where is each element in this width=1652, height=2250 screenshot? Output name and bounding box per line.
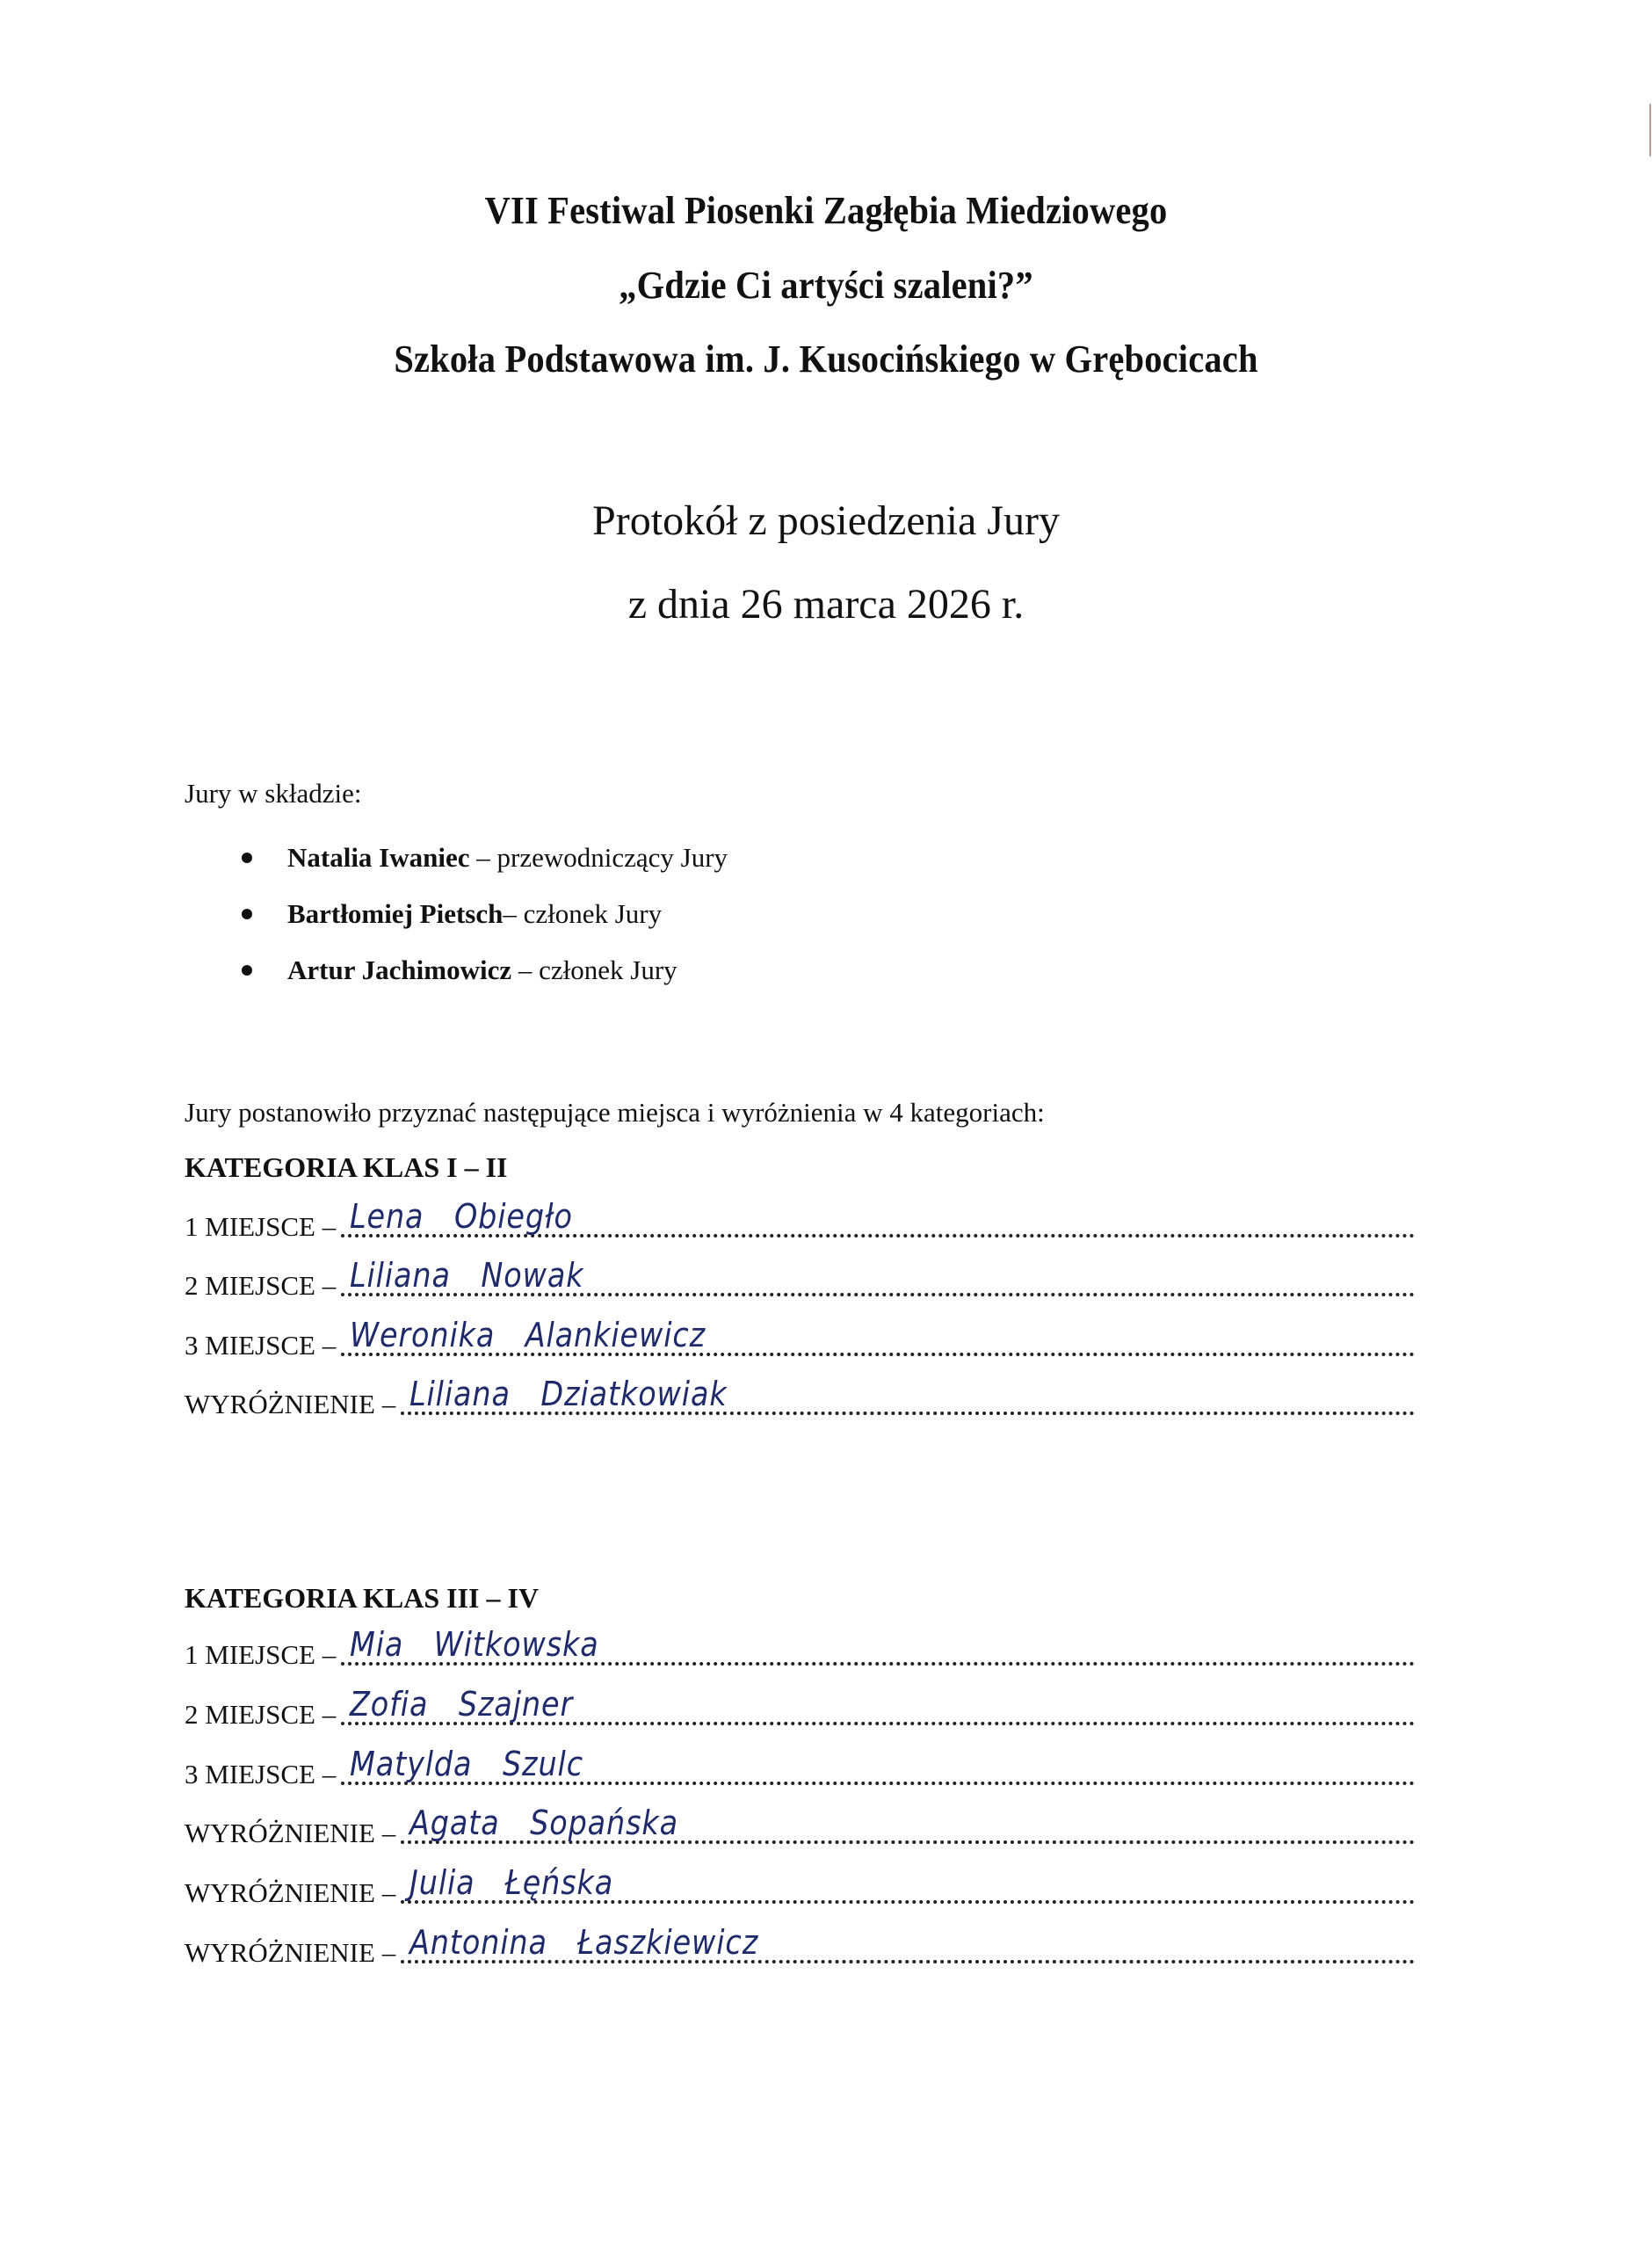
winner-name: Matylda Szulc: [350, 1745, 584, 1783]
award-label: WYRÓŻNIENIE –: [185, 1818, 396, 1848]
festival-motto: „Gdzie Ci artyści szaleni?”: [619, 264, 1033, 307]
jury-member-name: Natalia Iwaniec: [287, 842, 470, 873]
winner-name: Lena Obiegło: [350, 1197, 574, 1236]
award-row: [185, 1804, 1415, 1849]
winner-name: Mia Witkowska: [350, 1625, 599, 1664]
award-row: [185, 1375, 1415, 1420]
award-label: 1 MIEJSCE –: [185, 1639, 337, 1670]
winner-name: Zofia Szajner: [350, 1685, 574, 1724]
award-label: WYRÓŻNIENIE –: [185, 1937, 396, 1968]
category-title: KATEGORIA KLAS I – II: [185, 1151, 508, 1183]
bullet-icon: [242, 965, 252, 976]
festival-title: VII Festiwal Piosenki Zagłębia Miedziowego: [484, 189, 1168, 232]
winner-name: Weronika Alankiewicz: [350, 1316, 706, 1354]
winner-name: Agata Sopańska: [409, 1804, 679, 1842]
award-label: WYRÓŻNIENIE –: [185, 1389, 396, 1419]
decision-text: Jury postanowiło przyznać następujące miejsca i wyróżnienia w 4 kategoriach:: [185, 1097, 1045, 1128]
jury-member: [242, 954, 677, 986]
award-label: 3 MIEJSCE –: [185, 1759, 337, 1789]
award-row: [185, 1923, 1415, 1969]
award-row: [185, 1685, 1415, 1731]
jury-intro: Jury w składzie:: [185, 778, 362, 809]
category-title: KATEGORIA KLAS III – IV: [185, 1582, 540, 1614]
award-row: [185, 1863, 1415, 1909]
jury-member-role: – członek Jury: [503, 898, 663, 929]
jury-member: [242, 842, 728, 874]
award-row: [185, 1625, 1415, 1671]
winner-name: Julia Łęńska: [409, 1863, 614, 1902]
protocol-date: z dnia 26 marca 2026 r.: [627, 581, 1025, 628]
protocol-title: Protokół z posiedzenia Jury: [592, 497, 1060, 544]
winner-name: Liliana Dziatkowiak: [409, 1375, 728, 1413]
school-name: Szkoła Podstawowa im. J. Kusocińskiego w Grębocicach: [394, 338, 1258, 381]
jury-member-role: – przewodniczący Jury: [469, 842, 728, 873]
award-label: 2 MIEJSCE –: [185, 1699, 337, 1730]
award-row: [185, 1316, 1415, 1361]
award-label: 3 MIEJSCE –: [185, 1330, 337, 1361]
award-row: [185, 1745, 1415, 1790]
jury-member: [242, 898, 662, 930]
winner-name: Liliana Nowak: [350, 1256, 584, 1295]
bullet-icon: [242, 853, 252, 863]
winner-name: Antonina Łaszkiewicz: [409, 1923, 759, 1962]
award-label: WYRÓŻNIENIE –: [185, 1877, 396, 1908]
jury-member-name: Bartłomiej Pietsch: [287, 898, 504, 929]
jury-member-name: Artur Jachimowicz: [287, 954, 512, 985]
award-row: [185, 1256, 1415, 1302]
bullet-icon: [242, 909, 252, 919]
award-label: 1 MIEJSCE –: [185, 1211, 337, 1242]
award-label: 2 MIEJSCE –: [185, 1270, 337, 1301]
award-row: [185, 1197, 1415, 1243]
jury-member-role: – członek Jury: [511, 954, 677, 985]
scan-edge-mark: [1649, 104, 1651, 156]
